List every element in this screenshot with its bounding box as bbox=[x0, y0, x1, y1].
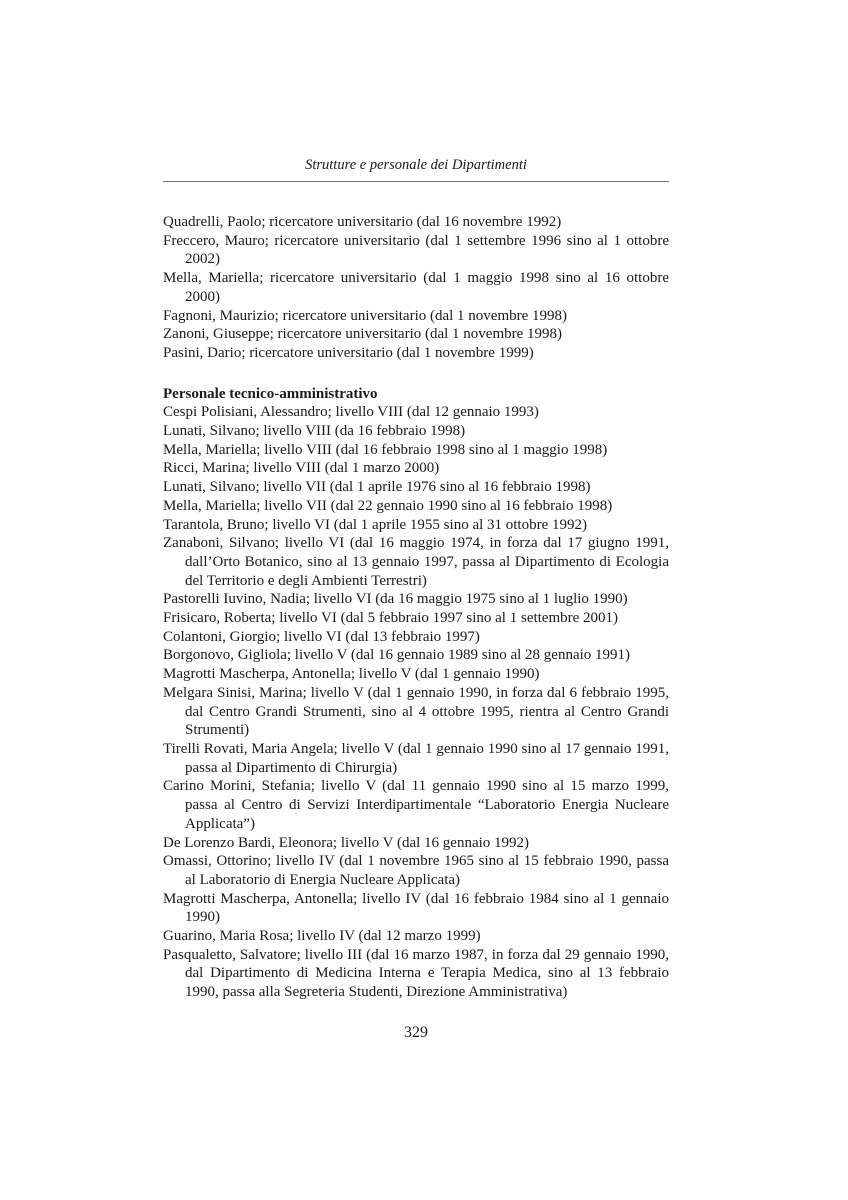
staff-entry: Lunati, Silvano; livello VIII (da 16 febbraio 1998) bbox=[163, 423, 466, 440]
staff-entry: Mella, Mariella; livello VIII (dal 16 febbraio 1998 sino al 1 maggio 1998) bbox=[163, 441, 608, 458]
staff-entry: Lunati, Silvano; livello VII (dal 1 aprile 1976 sino al 16 febbraio 1998) bbox=[163, 479, 591, 496]
staff-entry: Tirelli Rovati, Maria Angela; livello V (dal 1 gennaio 1990 sino al 17 gennaio 1991, passa al Dipartimento di Chirurgia) bbox=[163, 740, 669, 776]
staff-entry: Carino Morini, Stefania; livello V (dal 11 gennaio 1990 sino al 15 marzo 1999, passa al Centro di Servizi Interdipartimentale “Laboratorio Energia Nucleare Applicata”) bbox=[163, 778, 669, 832]
staff-entry: Omassi, Ottorino; livello IV (dal 1 novembre 1965 sino al 15 febbraio 1990, passa al Laboratorio di Energia Nucleare Applicata) bbox=[163, 853, 669, 888]
staff-entry: Pastorelli Iuvino, Nadia; livello VI (da 16 maggio 1975 sino al 1 luglio 1990) bbox=[163, 591, 628, 608]
header-rule bbox=[163, 181, 669, 182]
staff-entry: Mella, Mariella; livello VII (dal 22 gennaio 1990 sino al 16 febbraio 1998) bbox=[163, 497, 613, 514]
running-header: Strutture e personale dei Dipartimenti bbox=[305, 157, 527, 173]
staff-entry: Pasqualetto, Salvatore; livello III (dal 16 marzo 1987, in forza dal 29 gennaio 1990, dal Dipartimento di Medicina Interna e Terapia Medica, sino al 13 febbraio 1990, passa alla Segreteria Studenti, Direzione Amministrativa) bbox=[163, 946, 669, 1001]
page-number: 329 bbox=[404, 1024, 428, 1041]
researcher-list bbox=[163, 213, 669, 363]
researcher-entry: Mella, Mariella; ricercatore universitario (dal 1 maggio 1998 sino al 16 ottobre 2000) bbox=[163, 270, 669, 305]
staff-entry: Guarino, Maria Rosa; livello IV (dal 12 marzo 1999) bbox=[163, 928, 481, 945]
staff-list bbox=[163, 403, 669, 1002]
section-heading-staff: Personale tecnico-amministrativo bbox=[163, 385, 378, 402]
researcher-entry: Pasini, Dario; ricercatore universitario (dal 1 novembre 1999) bbox=[163, 344, 534, 361]
staff-entry: Magrotti Mascherpa, Antonella; livello V (dal 1 gennaio 1990) bbox=[163, 666, 540, 683]
staff-entry: Colantoni, Giorgio; livello VI (dal 13 febbraio 1997) bbox=[163, 628, 480, 645]
staff-entry: Ricci, Marina; livello VIII (dal 1 marzo 2000) bbox=[163, 460, 440, 477]
staff-entry: De Lorenzo Bardi, Eleonora; livello V (dal 16 gennaio 1992) bbox=[163, 834, 530, 851]
researcher-entry: Quadrelli, Paolo; ricercatore universitario (dal 16 novembre 1992) bbox=[163, 214, 562, 230]
staff-entry: Frisicaro, Roberta; livello VI (dal 5 febbraio 1997 sino al 1 settembre 2001) bbox=[163, 610, 619, 627]
page-body bbox=[163, 213, 669, 1002]
staff-entry: Cespi Polisiani, Alessandro; livello VIII (dal 12 gennaio 1993) bbox=[163, 404, 539, 421]
researcher-entry: Zanoni, Giuseppe; ricercatore universitario (dal 1 novembre 1998) bbox=[163, 326, 563, 343]
researcher-entry: Fagnoni, Maurizio; ricercatore universitario (dal 1 novembre 1998) bbox=[163, 307, 568, 324]
staff-entry: Zanaboni, Silvano; livello VI (dal 16 maggio 1974, in forza dal 17 giugno 1991, dall’Orto Botanico, sino al 13 gennaio 1997, passa al Dipartimento di Ecologia del Territorio e degli Ambienti Terrestri) bbox=[163, 535, 669, 589]
researcher-entry: Freccero, Mauro; ricercatore universitario (dal 1 settembre 1996 sino al 1 ottobre 2002) bbox=[163, 232, 669, 268]
staff-entry: Magrotti Mascherpa, Antonella; livello IV (dal 16 febbraio 1984 sino al 1 gennaio 1990) bbox=[163, 890, 669, 926]
staff-entry: Melgara Sinisi, Marina; livello V (dal 1 gennaio 1990, in forza dal 6 febbraio 1995, dal Centro Grandi Strumenti, sino al 4 ottobre 1995, rientra al Centro Grandi Strumenti) bbox=[163, 684, 669, 739]
staff-entry: Borgonovo, Gigliola; livello V (dal 16 gennaio 1989 sino al 28 gennaio 1991) bbox=[163, 647, 631, 664]
staff-entry: Tarantola, Bruno; livello VI (dal 1 aprile 1955 sino al 31 ottobre 1992) bbox=[163, 516, 587, 533]
